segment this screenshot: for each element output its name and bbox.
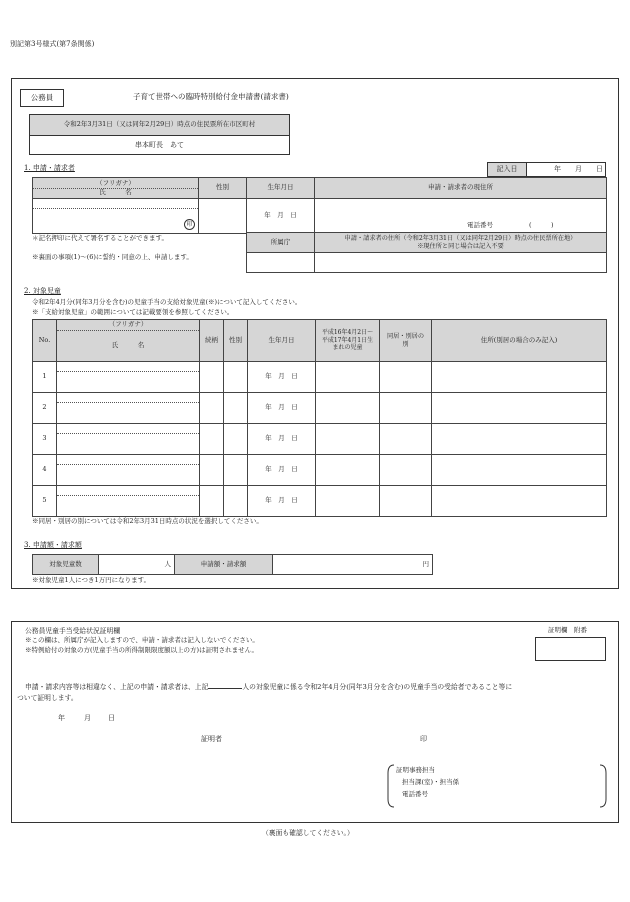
amount-field[interactable]	[273, 555, 433, 575]
statement-part-a: 申請・請求内容等は相違なく、上記の申請・請求者は、上記	[25, 683, 209, 691]
child-cohabit-field[interactable]	[380, 455, 432, 486]
child-name-field[interactable]	[57, 424, 200, 455]
child-born-period-field[interactable]	[316, 393, 380, 424]
children-count-field[interactable]	[99, 555, 175, 575]
agency-label: 所属庁	[247, 233, 315, 253]
people-unit: 人	[164, 559, 171, 568]
child-no: 1	[33, 362, 57, 393]
date-day-unit: 日	[596, 165, 603, 173]
registered-address-field[interactable]	[315, 253, 607, 273]
agency-table	[246, 232, 607, 273]
child-relation-field[interactable]	[200, 393, 224, 424]
name-label: 氏 名	[99, 187, 132, 196]
child-no: 5	[33, 486, 57, 517]
contact-dept: 担当課(室)・担当係	[402, 778, 460, 786]
certifier-seal: 印	[420, 735, 427, 743]
section1-heading: 1. 申請・請求者	[24, 164, 75, 172]
child-birth-field[interactable]: 年 月 日	[248, 486, 316, 517]
applicant-table	[32, 177, 607, 234]
col-cohabit: 同居・別居の別	[380, 320, 432, 362]
residence-label: 令和2年3月31日（又は同年2月29日）時点の住民票所在市区町村	[30, 115, 289, 136]
public-servant-badge: 公務員	[20, 89, 64, 107]
child-relation-field[interactable]	[200, 486, 224, 517]
furigana-label: （フリガナ）	[33, 180, 198, 189]
cohabit-footnote: ※同居・別居の別については令和2年3月31日時点の状況を選択してください。	[32, 517, 263, 525]
child-row	[33, 393, 607, 424]
fill-date-field[interactable]	[526, 162, 606, 177]
phone-label: 電話番号	[467, 221, 493, 230]
date-month-unit: 月	[575, 165, 582, 173]
child-no: 3	[33, 424, 57, 455]
applicant-birth-field[interactable]	[247, 199, 315, 234]
child-cohabit-field[interactable]	[380, 393, 432, 424]
children-count-label: 対象児童数	[33, 555, 99, 575]
yen-unit: 円	[422, 559, 429, 568]
child-birth-field[interactable]: 年 月 日	[248, 424, 316, 455]
certificate-note-2: ※特例給付の対象の方(児童手当の所得制限限度額以上の方)は証明されません。	[25, 646, 258, 654]
birth-day-unit: 日	[290, 211, 297, 220]
back-page-note: ※裏面の事項(1)～(6)に誓約・同意の上、申請します。	[32, 253, 193, 261]
col-name-label: 氏 名	[111, 340, 145, 349]
certificate-title: 公務員児童手当受給状況証明欄	[25, 627, 121, 635]
child-birth-field[interactable]: 年 月 日	[248, 362, 316, 393]
child-row	[33, 486, 607, 517]
child-address-field[interactable]	[432, 486, 607, 517]
contact-phone: 電話番号	[402, 790, 428, 798]
child-cohabit-field[interactable]	[380, 362, 432, 393]
children-intro-note: ※「支給対象児童」の範囲については記載要領を参照してください。	[32, 308, 234, 316]
child-gender-field[interactable]	[224, 393, 248, 424]
child-born-period-field[interactable]	[316, 362, 380, 393]
same-address-note: ※現住所と同じ場合は記入不要	[417, 242, 504, 250]
children-table	[32, 319, 607, 517]
child-address-field[interactable]	[432, 424, 607, 455]
col-born-period: 平成16年4月2日～平成17年4月1日生まれの児童	[316, 320, 380, 362]
child-gender-field[interactable]	[224, 486, 248, 517]
footer-note: （裏面も確認してください。）	[262, 829, 354, 837]
form-reference: 別記第3号様式(第7条関係)	[10, 40, 95, 48]
child-address-field[interactable]	[432, 455, 607, 486]
attachment-label: 証明欄 附番	[548, 626, 587, 634]
applicant-gender-field[interactable]	[199, 199, 247, 234]
col-no: No.	[33, 320, 57, 362]
birth-year-unit: 年	[264, 211, 271, 220]
section3-heading: 3. 申請額・請求額	[24, 541, 82, 549]
col-birth: 生年月日	[248, 320, 316, 362]
agency-field[interactable]	[247, 253, 315, 273]
child-cohabit-field[interactable]	[380, 486, 432, 517]
furigana-divider	[57, 433, 199, 434]
child-row	[33, 455, 607, 486]
birth-header: 生年月日	[247, 178, 315, 199]
applicant-address-field[interactable]	[315, 199, 607, 234]
seal-icon: 印	[184, 219, 195, 230]
col-address: 住所(別居の場合のみ記入)	[432, 320, 607, 362]
certificate-note-1: ※この欄は、所属庁が記入しますので、申請・請求者は記入しないでください。	[25, 636, 259, 644]
registered-address-label: 申請・請求者の住所（令和2年3月31日（又は同年2月29日）時点の住民票所在地）	[344, 234, 577, 242]
children-intro: 令和2年4月分(同年3月分を含む)の児童手当の支給対象児童(※)について記入してください。	[32, 298, 302, 306]
fill-date-label: 記入日	[487, 162, 527, 177]
child-row	[33, 424, 607, 455]
child-name-field[interactable]	[57, 455, 200, 486]
child-address-field[interactable]	[432, 393, 607, 424]
applicant-name-field[interactable]	[33, 199, 199, 234]
certifier-label: 証明者	[201, 735, 222, 743]
child-cohabit-field[interactable]	[380, 424, 432, 455]
child-gender-field[interactable]	[224, 455, 248, 486]
child-birth-field[interactable]: 年 月 日	[248, 455, 316, 486]
cert-year-unit: 年	[58, 714, 65, 722]
col-name	[57, 320, 200, 362]
furigana-divider	[57, 402, 199, 403]
child-address-field[interactable]	[432, 362, 607, 393]
child-name-field[interactable]	[57, 486, 200, 517]
date-year-unit: 年	[554, 165, 561, 173]
child-no: 2	[33, 393, 57, 424]
cert-day-unit: 日	[108, 714, 115, 722]
child-no: 4	[33, 455, 57, 486]
form-title: 子育て世帯への臨時特別給付金申請書(請求書)	[133, 92, 289, 101]
addressee-box	[29, 114, 290, 155]
address-header: 申請・請求者の現住所	[315, 178, 607, 199]
col-furigana: （フリガナ）	[57, 320, 199, 331]
col-relation: 続柄	[200, 320, 224, 362]
signature-note: ＊記名押印に代えて署名することができます。	[32, 234, 168, 242]
child-name-field[interactable]	[57, 393, 200, 424]
child-born-period-field[interactable]	[316, 455, 380, 486]
registered-address-header	[315, 233, 607, 253]
mayor-addressee: 串本町長 あて	[135, 141, 184, 149]
child-born-period-field[interactable]	[316, 424, 380, 455]
statement-part-b: 人の対象児童に係る令和2年4月分(同年3月分を含む)の児童手当の受給者であること等に	[242, 683, 513, 691]
cert-month-unit: 月	[84, 714, 91, 722]
child-relation-field[interactable]	[200, 362, 224, 393]
child-born-period-field[interactable]	[316, 486, 380, 517]
certified-children-count-field[interactable]	[208, 688, 242, 689]
birth-month-unit: 月	[277, 211, 284, 220]
attachment-number-field[interactable]	[535, 637, 606, 661]
name-header	[33, 178, 199, 199]
child-gender-field[interactable]	[224, 362, 248, 393]
furigana-divider	[57, 371, 199, 372]
furigana-divider	[57, 464, 199, 465]
amount-note: ※対象児童1人につき1万円になります。	[32, 576, 151, 584]
furigana-divider	[57, 495, 199, 496]
col-gender: 性別	[224, 320, 248, 362]
child-gender-field[interactable]	[224, 424, 248, 455]
child-birth-field[interactable]: 年 月 日	[248, 393, 316, 424]
statement-part-c: ついて証明します。	[17, 694, 78, 702]
amount-label: 申請額・請求額	[175, 555, 273, 575]
child-relation-field[interactable]	[200, 455, 224, 486]
child-name-field[interactable]	[57, 362, 200, 393]
section2-heading: 2. 対象児童	[24, 287, 61, 295]
child-relation-field[interactable]	[200, 424, 224, 455]
gender-header: 性別	[199, 178, 247, 199]
amount-table	[32, 554, 433, 575]
child-row	[33, 362, 607, 393]
certificate-statement	[25, 683, 512, 691]
contact-title: 証明事務担当	[396, 766, 435, 774]
phone-parens: ( )	[529, 221, 554, 230]
